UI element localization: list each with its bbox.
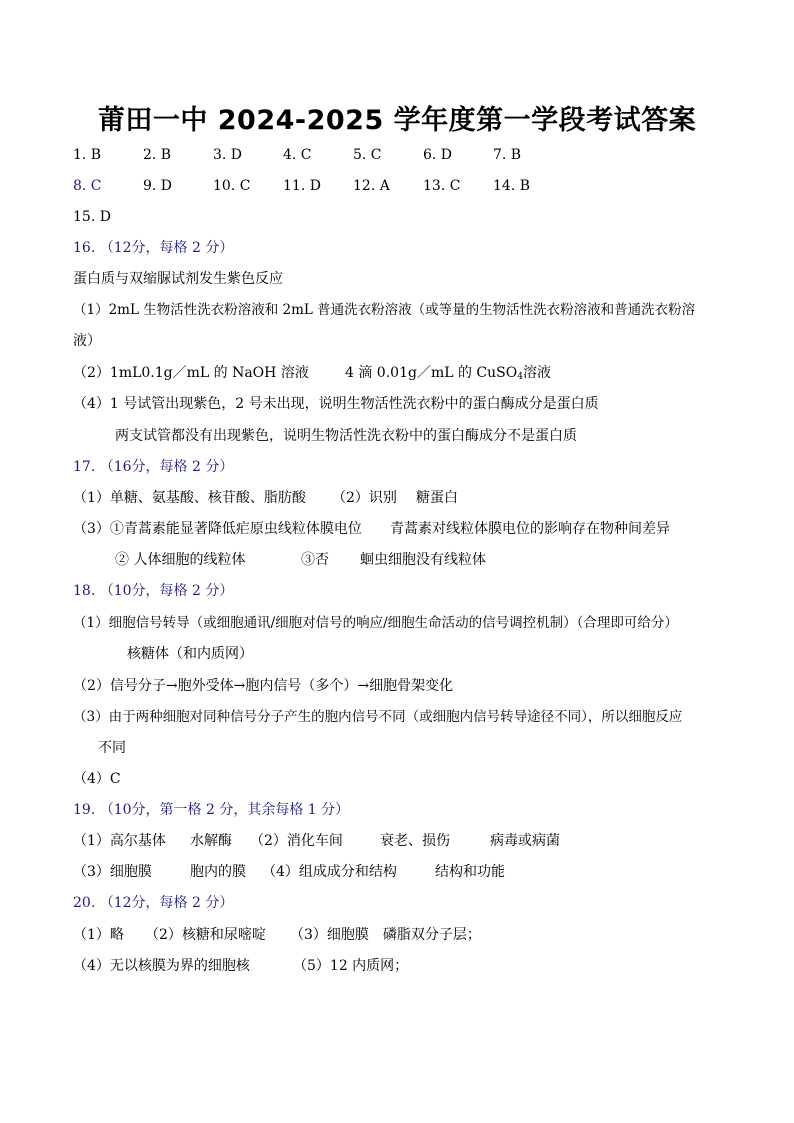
choice-answer: 5. C xyxy=(353,147,382,163)
answer-text: （2）信号分子→胞外受体→胞内信号（多个）→细胞骨架变化 xyxy=(73,678,454,694)
answer-text: （3）①青蒿素能显著降低疟原虫线粒体膜电位 xyxy=(73,521,362,537)
answer-text: 水解酶 xyxy=(190,833,232,849)
page-title: 莆田一中 2024-2025 学年度第一学段考试答案 xyxy=(97,105,697,136)
choice-answer: 6. D xyxy=(423,147,453,163)
answer-text: （1）2mL 生物活性洗衣粉溶液和 2mL 普通洗衣粉溶液（或等量的生物活性洗衣粉溶液和普通洗衣粉溶 xyxy=(73,302,696,318)
answer-text: （1）细胞信号转导（或细胞通讯/细胞对信号的响应/细胞生命活动的信号调控机制）（合理即可给分） xyxy=(73,615,678,631)
answer-text: 不同 xyxy=(98,740,126,756)
answer-text: ② 人体细胞的线粒体 xyxy=(115,552,246,568)
question-header: 18. （10分，每格 2 分） xyxy=(73,583,234,599)
answer-text: 核糖体（和内质网） xyxy=(127,646,253,662)
question-header: 17. （16分，每格 2 分） xyxy=(73,459,234,475)
answer-text: 胞内的膜 xyxy=(190,864,246,880)
choice-answer: 13. C xyxy=(423,178,461,194)
answer-text: （1）略 xyxy=(73,927,124,943)
choice-answer: 2. B xyxy=(143,147,172,163)
answer-text: （4）无以核膜为界的细胞核 xyxy=(73,958,250,974)
answer-text: （1）高尔基体 xyxy=(73,833,166,849)
choice-answer: 10. C xyxy=(213,178,251,194)
answer-text: （3）细胞膜 磷脂双分子层； xyxy=(290,927,481,943)
answer-text: （2）核糖和尿嘧啶 xyxy=(145,927,266,943)
answer-text: 两支试管都没有出现紫色，说明生物活性洗衣粉中的蛋白酶成分不是蛋白质 xyxy=(115,428,577,444)
question-header: 16. （12分，每格 2 分） xyxy=(73,240,234,256)
answer-text: 4 滴 0.01g／mL 的 CuSO$_4$溶液 xyxy=(345,365,551,382)
answer-text: 糖蛋白 xyxy=(416,490,458,506)
choice-answer: 1. B xyxy=(73,147,102,163)
answer-text: 衰老、损伤 xyxy=(380,833,450,849)
choice-answer: 9. D xyxy=(143,178,173,194)
answer-text: （2）消化车间 xyxy=(250,833,343,849)
answer-text: （2）识别 xyxy=(332,490,397,506)
answer-text: （5）12 内质网； xyxy=(293,958,409,974)
choice-answer: 11. D xyxy=(283,178,321,194)
question-header: 19. （10分，第一格 2 分，其余每格 1 分） xyxy=(73,802,350,818)
choice-answer: 15. D xyxy=(73,209,111,225)
choice-answer: 3. D xyxy=(213,147,243,163)
choice-answer: 7. B xyxy=(493,147,522,163)
question-header: 20. （12分，每格 2 分） xyxy=(73,895,234,911)
choice-answer: 14. B xyxy=(493,178,531,194)
answer-text: 结构和功能 xyxy=(435,864,505,880)
choice-answer: 8. C xyxy=(73,178,102,194)
answer-text: 青蒿素对线粒体膜电位的影响存在物种间差异 xyxy=(390,521,670,537)
choice-answer: 12. A xyxy=(353,178,390,194)
answer-text: 病毒或病菌 xyxy=(490,833,560,849)
answer-text: （4）C xyxy=(73,771,121,787)
answer-text: 液） xyxy=(73,333,101,349)
answer-text: （1）单糖、氨基酸、核苷酸、脂肪酸 xyxy=(73,490,306,506)
answer-text: （4）1 号试管出现紫色，2 号未出现，说明生物活性洗衣粉中的蛋白酶成分是蛋白质 xyxy=(73,396,599,412)
answer-text: 蛔虫细胞没有线粒体 xyxy=(360,552,486,568)
answer-text: 蛋白质与双缩脲试剂发生紫色反应 xyxy=(73,271,283,287)
answer-text: （2）1mL0.1g／mL 的 NaOH 溶液 xyxy=(73,365,309,381)
answer-text: （3）细胞膜 xyxy=(73,864,152,880)
answer-text: （4）组成成分和结构 xyxy=(262,864,397,880)
answer-text: ③否 xyxy=(301,552,329,568)
choice-answer: 4. C xyxy=(283,147,312,163)
answer-text: （3）由于两种细胞对同种信号分子产生的胞内信号不同（或细胞内信号转导途径不同），所以细胞反应 xyxy=(73,709,683,725)
